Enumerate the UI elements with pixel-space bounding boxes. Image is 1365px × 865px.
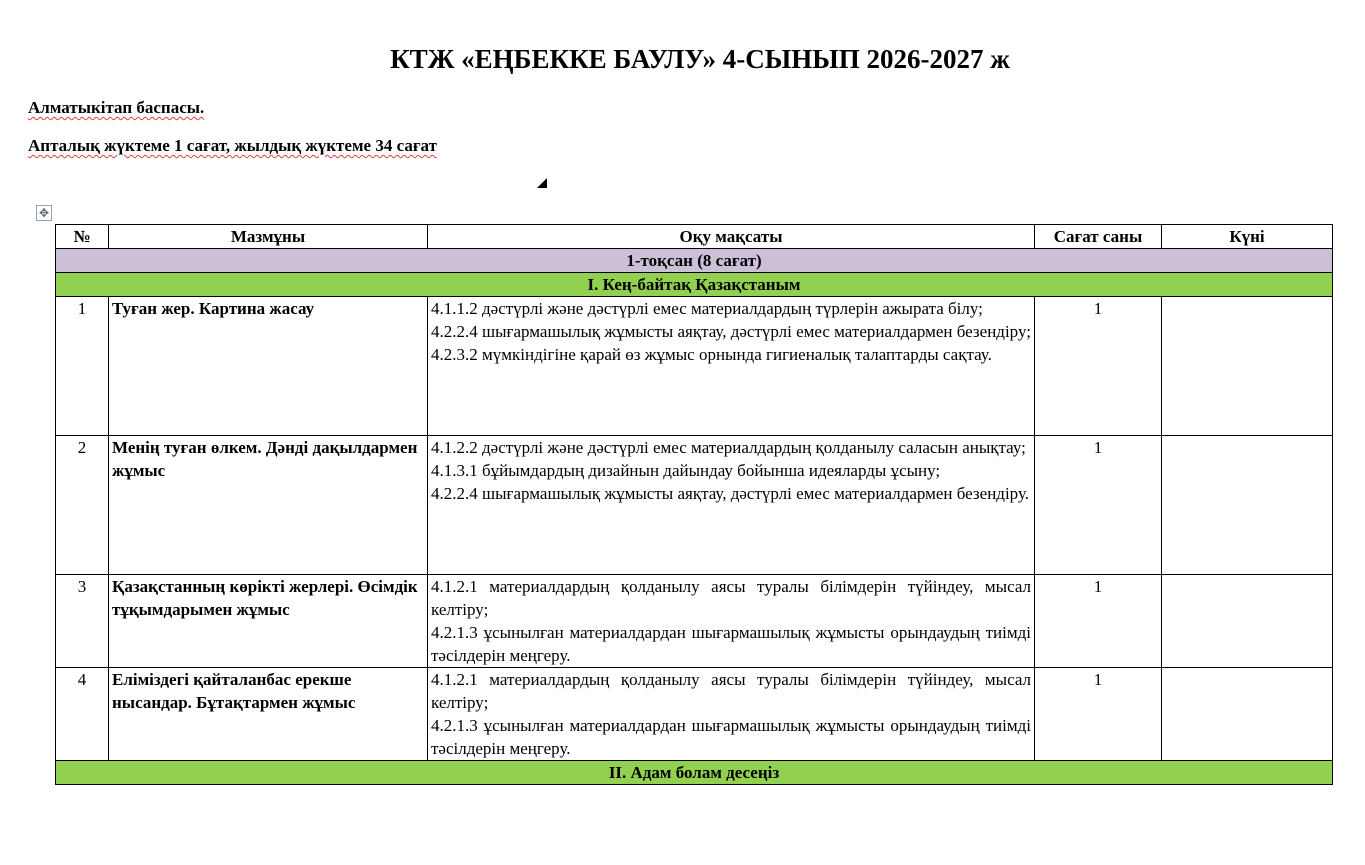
section-label: I. Кең-байтақ Қазақстаным	[56, 273, 1333, 297]
lesson-num: 4	[56, 668, 109, 761]
section-label: II. Адам болам десеңіз	[56, 761, 1333, 785]
lesson-hours: 1	[1035, 668, 1162, 761]
objective-item: 4.1.3.1 бұйымдардың дизайнын дайындау бойынша идеяларды ұсыну;	[431, 461, 941, 480]
lesson-topic: Менің туған өлкем. Дәнді дақылдармен жұмыс	[109, 436, 428, 575]
lesson-objectives	[428, 436, 1035, 575]
header-content: Мазмұны	[109, 225, 428, 249]
objective-item: 4.2.3.2 мүмкіндігіне қарай өз жұмыс орнында гигиеналық талаптарды сақтау.	[431, 345, 992, 364]
lesson-date[interactable]	[1162, 436, 1333, 575]
lesson-objectives	[428, 575, 1035, 668]
header-objectives: Оқу мақсаты	[428, 225, 1035, 249]
weekly-load-line: Апталық жүктеме 1 сағат, жылдық жүктеме 34 сағат	[28, 136, 437, 155]
table-row	[56, 575, 1333, 668]
table-row	[56, 436, 1333, 575]
header-date: Күні	[1162, 225, 1333, 249]
move-arrows-icon[interactable]: ✥	[36, 205, 52, 221]
lesson-objectives	[428, 297, 1035, 436]
lesson-hours: 1	[1035, 436, 1162, 575]
lesson-objectives	[428, 668, 1035, 761]
quarter-row	[56, 249, 1333, 273]
objective-item: 4.2.2.4 шығармашылық жұмысты аяқтау, дәстүрлі емес материалдармен безендіру.	[431, 484, 1029, 503]
lesson-date[interactable]	[1162, 297, 1333, 436]
objective-item: 4.2.1.3 ұсынылған материалдардан шығармашылық жұмысты орындаудың тиімді тәсілдерін меңгеру.	[431, 623, 1031, 665]
objective-item: 4.2.2.4 шығармашылық жұмысты аяқтау, дәстүрлі емес материалдармен безендіру;	[431, 322, 1031, 341]
objective-item: 4.1.1.2 дәстүрлі және дәстүрлі емес материалдардың түрлерін ажырата білу;	[431, 299, 983, 318]
lesson-num: 3	[56, 575, 109, 668]
lesson-num: 2	[56, 436, 109, 575]
ktj-table	[55, 224, 1333, 785]
lesson-topic: Еліміздегі қайталанбас ерекше нысандар. Бұтақтармен жұмыс	[109, 668, 428, 761]
lesson-topic: Қазақстанның көрікті жерлері. Өсімдік тұқымдарымен жұмыс	[109, 575, 428, 668]
objective-item: 4.1.2.2 дәстүрлі және дәстүрлі емес материалдардың қолданылу саласын анықтау;	[431, 438, 1026, 457]
table-row	[56, 668, 1333, 761]
triangle-marker-icon	[537, 178, 547, 188]
objective-item: 4.1.2.1 материалдардың қолданылу аясы туралы білімдерін түйіндеу, мысал келтіру;	[431, 577, 1031, 619]
table-row	[56, 297, 1333, 436]
lesson-topic: Туған жер. Картина жасау	[109, 297, 428, 436]
quarter-label: 1-тоқсан (8 сағат)	[56, 249, 1333, 273]
document-title: КТЖ «ЕҢБЕККЕ БАУЛУ» 4-СЫНЫП 2026-2027 ж	[390, 44, 1010, 74]
section-row	[56, 761, 1333, 785]
section-row	[56, 273, 1333, 297]
publisher-line: Алматыкітап баспасы.	[28, 98, 205, 117]
lesson-date[interactable]	[1162, 575, 1333, 668]
lesson-hours: 1	[1035, 575, 1162, 668]
lesson-date[interactable]	[1162, 668, 1333, 761]
header-num: №	[56, 225, 109, 249]
lesson-hours: 1	[1035, 297, 1162, 436]
lesson-num: 1	[56, 297, 109, 436]
header-hours: Сағат саны	[1035, 225, 1162, 249]
objective-item: 4.1.2.1 материалдардың қолданылу аясы туралы білімдерін түйіндеу, мысал келтіру;	[431, 670, 1031, 712]
objective-item: 4.2.1.3 ұсынылған материалдардан шығармашылық жұмысты орындаудың тиімді тәсілдерін меңгеру.	[431, 716, 1031, 758]
table-header-row	[56, 225, 1333, 249]
